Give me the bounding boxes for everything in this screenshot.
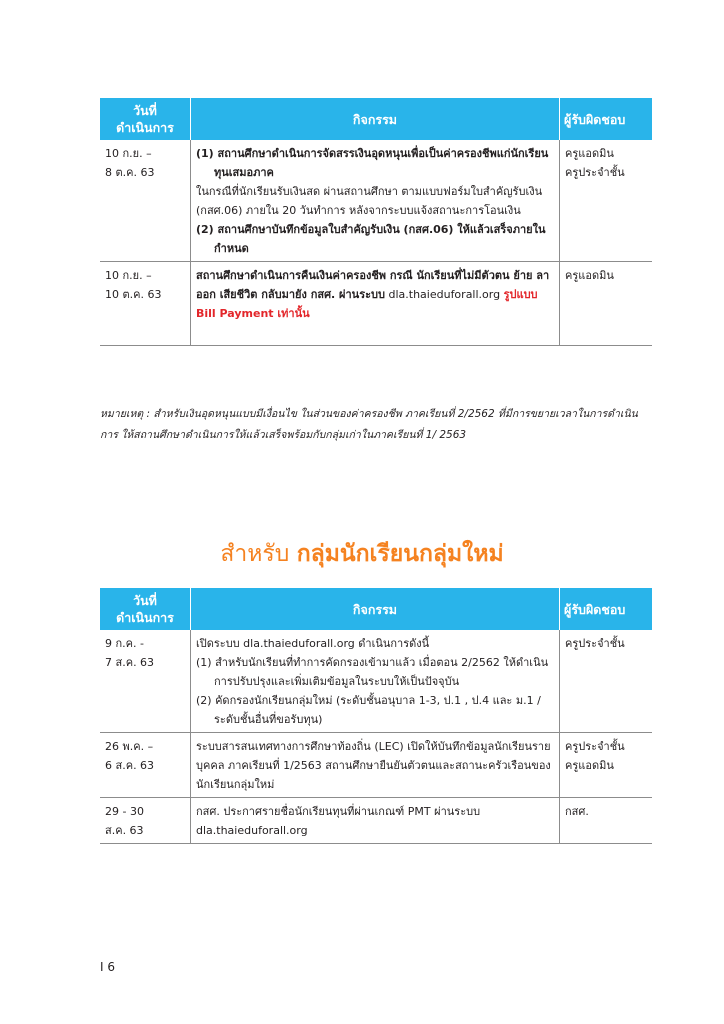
header-responsible: ผู้รับผิดชอบ (560, 98, 653, 140)
row-responsible: กสศ. (560, 798, 653, 844)
row-responsible: ครูแอดมิน (560, 262, 653, 346)
activity-item-1-detail: ในกรณีที่นักเรียนรับเงินสด ผ่านสถานศึกษา ตามแบบฟอร์มใบสำคัญรับเงิน (กสศ.06) ภายใน 20 วันทำการ หลังจากระบบแจ้งสถานะการโอนเงิน (196, 185, 543, 217)
header-responsible: ผู้รับผิดชอบ (560, 588, 653, 630)
header-activity: กิจกรรม (191, 588, 560, 630)
schedule-table-2 (100, 588, 652, 844)
heading-prefix: สำหรับ (220, 541, 290, 567)
table-row (100, 630, 652, 733)
system-url: dla.thaieduforall.org (196, 824, 308, 837)
row-date: 10 ก.ย. – 8 ต.ค. 63 (100, 140, 191, 262)
table-header-row (100, 588, 652, 630)
system-url: dla.thaieduforall.org (388, 288, 501, 301)
header-date: วันที่ ดำเนินการ (100, 98, 191, 140)
activity-item-2: (2) คัดกรองนักเรียนกลุ่มใหม่ (ระดับชั้นอนุบาล 1-3, ป.1 , ป.4 และ ม.1 /ระดับชั้นอื่นที่ขอรับทุน) (196, 694, 541, 726)
table-header-row (100, 98, 652, 140)
activity-item-1: (1) สถานศึกษาดำเนินการจัดสรรเงินอุดหนุนเพื่อเป็นค่าครองชีพแก่นักเรียนทุนเสมอภาค (196, 147, 549, 179)
row-activity (191, 630, 560, 733)
schedule-table-1 (100, 98, 652, 346)
activity-text: สถานศึกษาดำเนินการคืนเงินค่าครองชีพ กรณี นักเรียนที่ไม่มีตัวตน ย้าย ลาออก เสียชีวิต กลับมายัง กสศ. ผ่านระบบ (196, 269, 550, 301)
heading-strong: กลุ่มนักเรียนกลุ่มใหม่ (296, 541, 504, 567)
row-date: 26 พ.ค. – 6 ส.ค. 63 (100, 733, 191, 798)
activity-text: กสศ. ประกาศรายชื่อนักเรียนทุนที่ผ่านเกณฑ์ PMT ผ่านระบบ (196, 805, 481, 818)
activity-item-1: (1) สำหรับนักเรียนที่ทำการคัดกรองเข้ามาแล้ว เมื่อตอน 2/2562 ให้ดำเนินการปรับปรุงและเพิ่มเติมข้อมูลในระบบให้เป็นปัจจุบัน (196, 656, 549, 688)
row-activity (191, 798, 560, 844)
table-row (100, 798, 652, 844)
table-row (100, 262, 652, 346)
payment-note: รูปแบบ Bill Payment เท่านั้น (196, 288, 538, 320)
section-heading (0, 536, 724, 572)
row-responsible: ครูประจำชั้น (560, 630, 653, 733)
header-date: วันที่ ดำเนินการ (100, 588, 191, 630)
table-row (100, 733, 652, 798)
header-activity: กิจกรรม (191, 98, 560, 140)
table-row (100, 140, 652, 262)
row-date: 9 ก.ค. - 7 ส.ค. 63 (100, 630, 191, 733)
row-activity (191, 262, 560, 346)
row-date: 29 - 30 ส.ค. 63 (100, 798, 191, 844)
row-date: 10 ก.ย. – 10 ต.ค. 63 (100, 262, 191, 346)
row-activity: ระบบสารสนเทศทางการศึกษาท้องถิ่น (LEC) เปิดให้บันทึกข้อมูลนักเรียนรายบุคคล ภาคเรียนที่ 1/2563 สถานศึกษายืนยันตัวตนและสถานะครัวเรือนของนักเรียนกลุ่มใหม่ (191, 733, 560, 798)
row-activity (191, 140, 560, 262)
row-responsible: ครูประจำชั้น ครูแอดมิน (560, 733, 653, 798)
activity-intro: เปิดระบบ dla.thaieduforall.org ดำเนินการดังนี้ (196, 637, 430, 650)
page-number: I 6 (100, 960, 115, 974)
remark-note: หมายเหตุ : สำหรับเงินอุดหนุนแบบมีเงื่อนไข ในส่วนของค่าครองชีพ ภาคเรียนที่ 2/2562 ที่มีการขยายเวลาในการดำเนินการ ให้สถานศึกษาดำเนินการให้แล้วเสร็จพร้อมกับกลุ่มเก่าในภาคเรียนที่ 1/ 2563 (100, 408, 638, 441)
activity-item-2: (2) สถานศึกษาบันทึกข้อมูลใบสำคัญรับเงิน (กสศ.06) ให้แล้วเสร็จภายในกำหนด (196, 223, 546, 255)
row-responsible: ครูแอดมิน ครูประจำชั้น (560, 140, 653, 262)
